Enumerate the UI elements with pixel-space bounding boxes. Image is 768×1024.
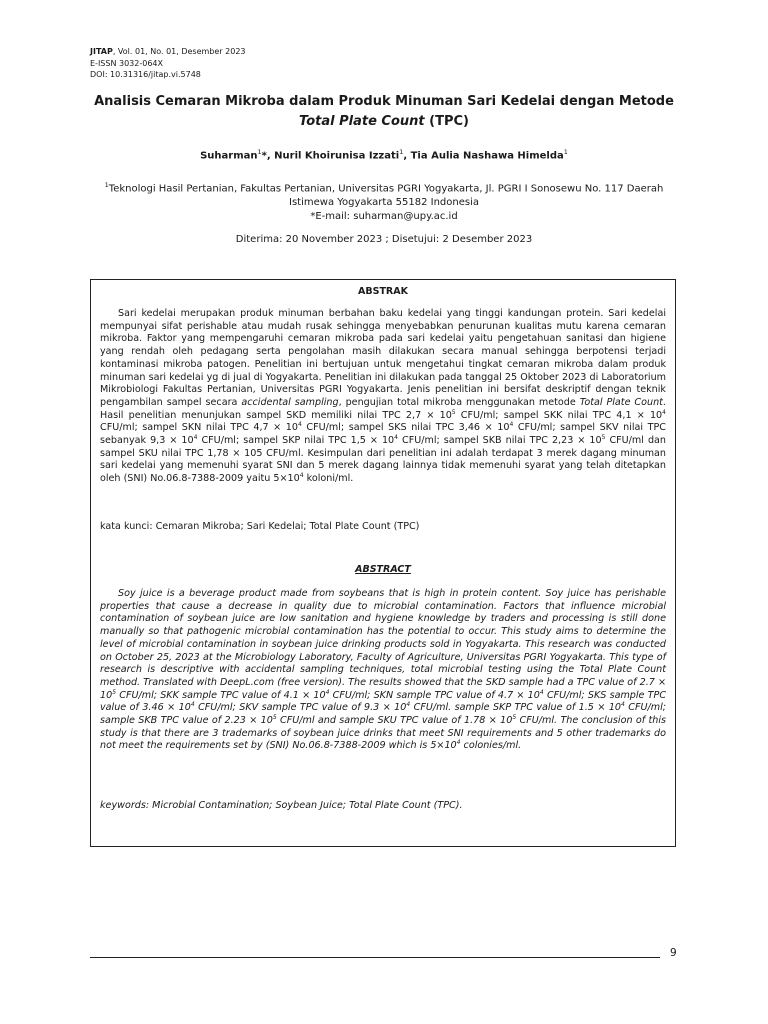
journal-meta (90, 46, 246, 81)
author-3: Tia Aulia Nashawa Himelda (410, 150, 564, 162)
title-italic: Total Plate Count (299, 114, 425, 129)
abstract-paragraph: Soy juice is a beverage product made from soybeans that is high in protein content. Soy juice has perishable properties that cause a decrease in quality due to microbial contamination. Factors that influence microbial contamination of soybean juice are low sanitation and hygiene knowledge by traders and processing is still done manually so that pathogenic microbial contamination has the potential to occur. This study aims to determine the level of microbial contamination in soybean juice drinking products sold in Yogyakarta. This research was conducted on October 25, 2023 at the Microbiology Laboratory, Faculty of Agriculture, Universitas PGRI Yogyakarta. This type of research is descriptive with accidental sampling techniques, total microbial testing using the Total Plate Count method. Translated with DeepL.com (free version). The results showed that the SKD sample had a TPC value of $2.7 \times 10^5$ CFU/ml; SKK sample TPC value of $4.1 \times 10^4$ CFU/ml; SKN sample TPC value of $4.7 \times 10^4$ CFU/ml; SKS sample TPC value of $3.46 \times 10^4$ CFU/ml; SKV sample TPC value of $9.3 \times 10^4$ CFU/ml. sample SKP TPC value of $1.5 \times 10^4$ CFU/ml; sample SKB TPC value of $2.23 \times 10^5$ CFU/ml and sample SKU TPC value of $1.78 \times 10^5$ CFU/ml. The conclusion of this study is that there are 3 trademarks of soybean juice drinks that meet SNI requirements and 5 other trademarks do not meet the requirements set by (SNI) No.06.8-7388-2009 which is $5\times 10^4$ colonies/ml. (100, 588, 667, 752)
journal-doi: DOI: 10.31316/jitap.vi.5748 (90, 70, 201, 79)
abstrak-paragraph: Sari kedelai merupakan produk minuman berbahan baku kedelai yang tinggi kandungan protein. Sari kedelai mempunyai sifat perishable atau mudah rusak sehingga menyebabkan penurunan kualitas mutu karena cemaran mikroba. Faktor yang mempengaruhi cemaran mikroba pada sari kedelai yaitu pengetahuan sanitasi dan higiene yang rendah oleh pedagang serta pengolahan masih dilakukan secara manual sehingga berpotensi terjadi kontaminasi mikroba patogen. Penelitian ini bertujuan untuk mengetahui tingkat cemaran mikroba dalam produk minuman sari kedelai yg di jual di Yogyakarta. Penelitian ini dilakukan pada tanggal 25 Oktober 2023 di Laboratorium Mikrobiologi Fakultas Pertanian, Universitas PGRI Yogyakarta. Jenis penelitian ini bersifat deskriptif dengan teknik pengambilan sampel secara accidental sampling, pengujian total mikroba menggunakan metode Total Plate Count. Hasil penelitian menunjukan sampel SKD memiliki nilai TPC $2,7 \times 10^5$ CFU/ml; sampel SKK nilai TPC $4,1 \times 10^4$ CFU/ml; sampel SKN nilai TPC $4,7 \times 10^4$ CFU/ml; sampel SKS nilai TPC $3,46 \times 10^4$ CFU/ml; sampel SKV nilai TPC sebanyak $9,3 \times 10^4$ CFU/ml; sampel SKP nilai TPC $1,5 \times 10^4$ CFU/ml; sampel SKB nilai TPC $2,23 \times 10^5$ CFU/ml dan sampel SKU nilai TPC 1,78 × 105 CFU/ml. Kesimpulan dari penelitian ini adalah terdapat 3 merek dagang minuman sari kedelai yang memenuhi syarat SNI dan 5 merek dagang lainnya tidak memenuhi syarat yang telah ditetapkan oleh (SNI) No.06.8-7388-2009 yaitu $5\times 10^4$ koloni/ml. (100, 308, 666, 485)
abstract-keywords: keywords: Microbial Contamination; Soybean Juice; Total Plate Count (TPC). (100, 800, 463, 811)
abstract-heading: ABSTRACT (355, 564, 411, 575)
journal-volume-line: JITAP, Vol. 01, No. 01, Desember 2023 (90, 47, 246, 56)
abstrak-heading: ABSTRAK (358, 286, 408, 297)
affiliation: $^1$Teknologi Hasil Pertanian, Fakultas Pertanian, Universitas PGRI Yogyakarta, Jl. PGRI I Sonosewu No. 117 Daerah Istimewa Yogyakarta 55182 Indonesia *E-mail: suharman@upy.ac.id (90, 178, 678, 224)
page-number: 9 (670, 947, 677, 959)
paper-title: Analisis Cemaran Mikroba dalam Produk Minuman Sari Kedelai dengan Metode Total Plate Count (TPC) (94, 94, 674, 129)
journal-name: JITAP (90, 47, 113, 56)
author-email: *E-mail: suharman@upy.ac.id (310, 211, 458, 223)
author-1: Suharman (200, 150, 258, 162)
abstrak-keywords: kata kunci: Cemaran Mikroba; Sari Kedelai; Total Plate Count (TPC) (100, 521, 420, 532)
journal-issn: E-ISSN 3032-064X (90, 58, 163, 68)
received-accepted-dates: Diterima: 20 November 2023 ; Disetujui: 2 Desember 2023 (235, 234, 533, 245)
abstract-box (90, 279, 676, 847)
footer-rule (90, 957, 660, 958)
author-2: Nuril Khoirunisa Izzati (274, 150, 400, 162)
author-list: Suharman$^1$*, Nuril Khoirunisa Izzati$^1$, Tia Aulia Nashawa Himelda$^1$ (200, 148, 568, 162)
